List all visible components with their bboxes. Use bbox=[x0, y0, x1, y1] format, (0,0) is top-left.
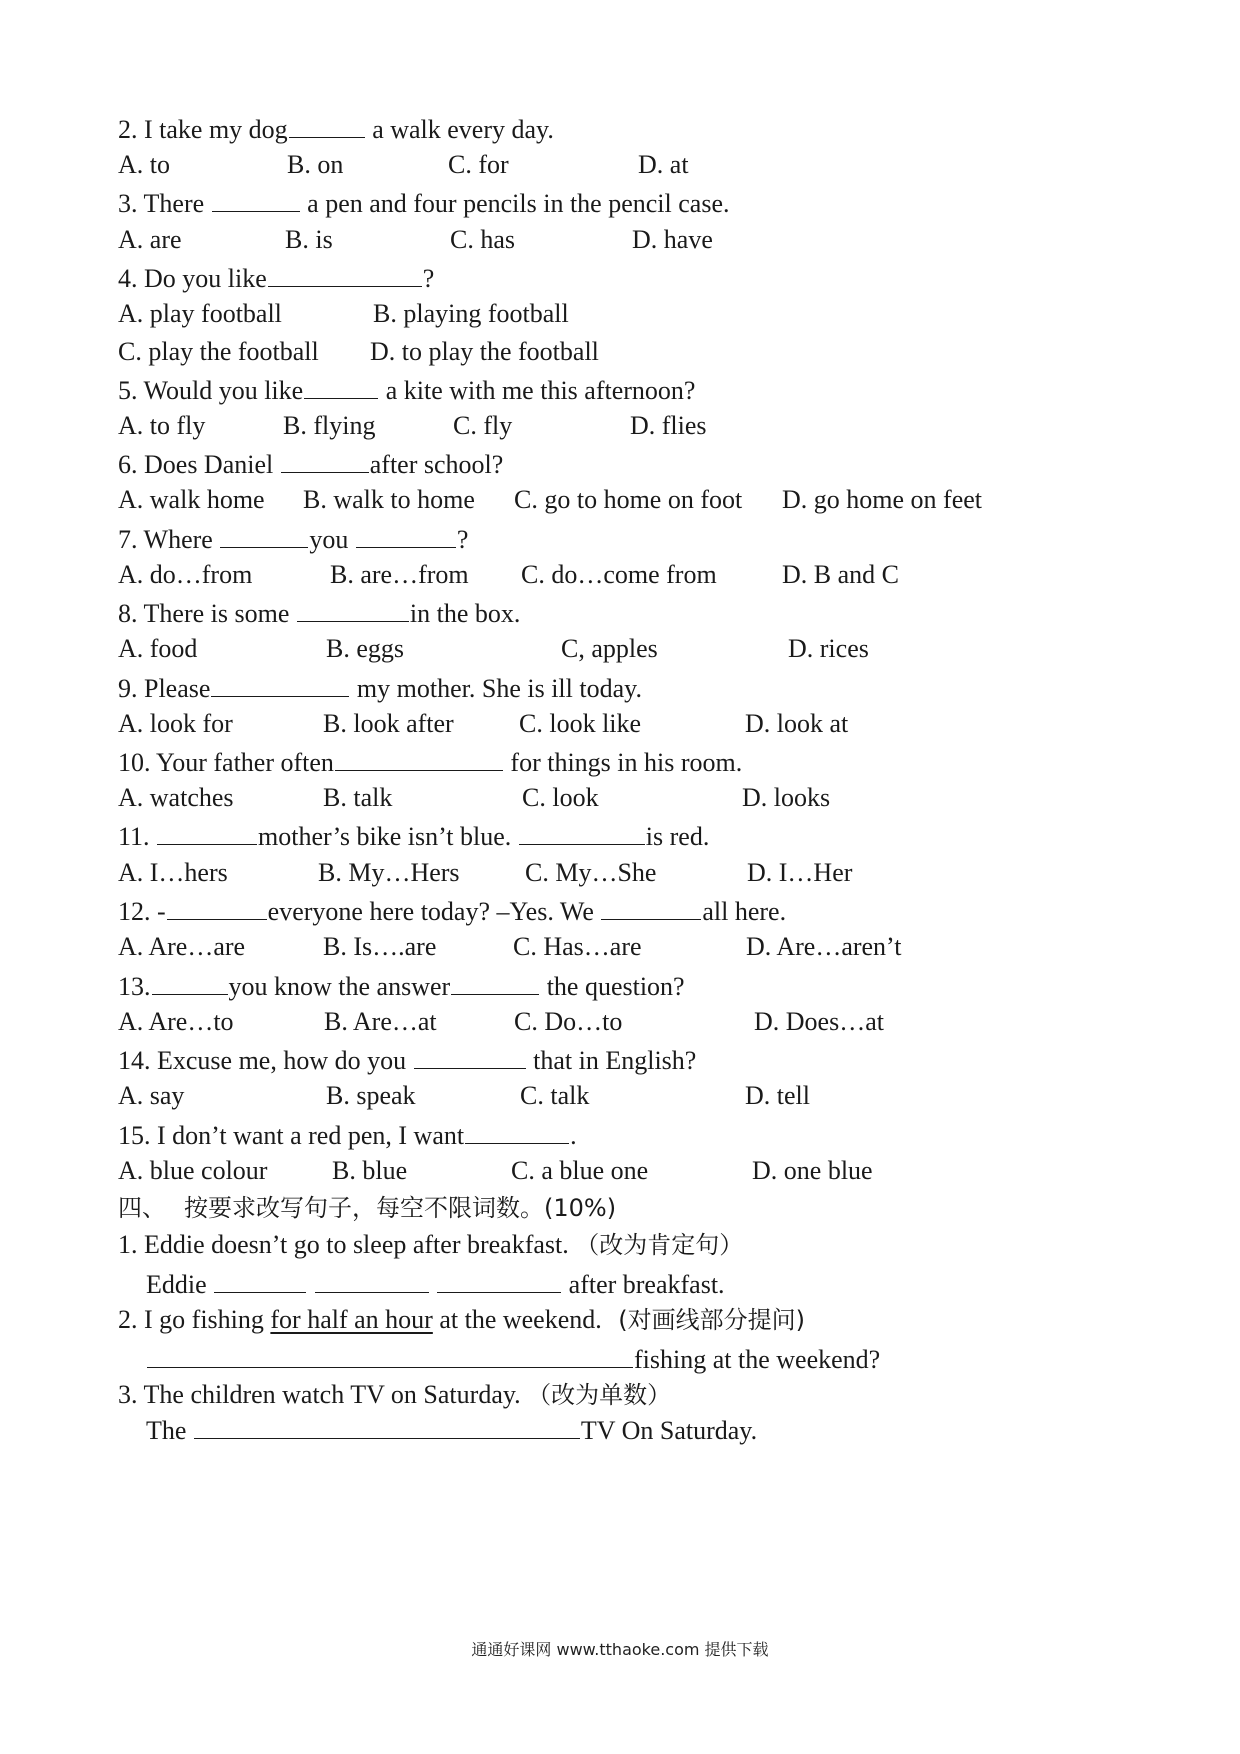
question-text: 9. Please bbox=[118, 674, 211, 703]
question-6 bbox=[118, 446, 503, 480]
option-c: C. Do…to bbox=[514, 1007, 623, 1036]
option-d: D. rices bbox=[788, 634, 869, 663]
answer-blank[interactable] bbox=[268, 260, 422, 287]
answer-blank[interactable] bbox=[289, 111, 365, 138]
option-d: D. one blue bbox=[752, 1156, 873, 1185]
option-d: D. look at bbox=[745, 709, 849, 738]
answer-blank-3[interactable] bbox=[437, 1266, 561, 1293]
answer-start: The bbox=[146, 1416, 187, 1445]
section-number: 四、 bbox=[118, 1194, 166, 1222]
option-c: C. My…She bbox=[525, 858, 657, 887]
option-c: C. for bbox=[448, 150, 509, 179]
rewrite-sentence-end: at the weekend. bbox=[439, 1305, 602, 1334]
question-10 bbox=[118, 744, 742, 778]
question-text-mid: everyone here today? –Yes. We bbox=[267, 897, 594, 926]
option-a: A. look for bbox=[118, 709, 233, 738]
question-text-mid: you bbox=[309, 525, 349, 554]
question-3 bbox=[118, 185, 730, 219]
question-12 bbox=[118, 893, 786, 927]
option-b: B. eggs bbox=[326, 634, 404, 663]
question-text-rest: ? bbox=[422, 264, 435, 293]
option-c: C. fly bbox=[453, 411, 513, 440]
answer-blank[interactable] bbox=[194, 1412, 580, 1439]
option-d: D. to play the football bbox=[370, 337, 599, 366]
option-d: D. at bbox=[638, 150, 689, 179]
option-d: D. Are…aren’t bbox=[746, 932, 902, 961]
question-text-mid: mother’s bike isn’t blue. bbox=[258, 822, 512, 851]
question-text-rest: my mother. She is ill today. bbox=[356, 674, 642, 703]
option-b: B. talk bbox=[323, 783, 393, 812]
rewrite-1 bbox=[118, 1228, 743, 1262]
option-b: B. playing football bbox=[373, 299, 569, 328]
option-b: B. is bbox=[285, 225, 333, 254]
question-text-mid: you know the answer bbox=[228, 972, 451, 1001]
option-c: C. talk bbox=[520, 1081, 590, 1110]
option-b: B. on bbox=[287, 150, 344, 179]
answer-blank-1[interactable] bbox=[220, 521, 308, 548]
rewrite-sentence: 2. I go fishing bbox=[118, 1305, 264, 1334]
footer-text: 通通好课网 www.tthaoke.com 提供下载 bbox=[471, 1640, 769, 1659]
option-b: B. look after bbox=[323, 709, 454, 738]
rewrite-2 bbox=[118, 1303, 805, 1337]
option-b: B. Is….are bbox=[323, 932, 437, 961]
option-a: A. are bbox=[118, 225, 182, 254]
option-d: D. Does…at bbox=[754, 1007, 884, 1036]
option-c: C. Has…are bbox=[513, 932, 642, 961]
option-a: A. Are…are bbox=[118, 932, 246, 961]
question-2 bbox=[118, 111, 554, 145]
option-a: A. say bbox=[118, 1081, 185, 1110]
rewrite-1-answer bbox=[146, 1266, 725, 1300]
question-13 bbox=[118, 968, 685, 1002]
answer-blank-1[interactable] bbox=[167, 893, 267, 920]
question-4 bbox=[118, 260, 434, 294]
option-a: A. play football bbox=[118, 299, 282, 328]
option-a: A. do…from bbox=[118, 560, 253, 589]
option-c: C. do…come from bbox=[521, 560, 717, 589]
question-text-rest: . bbox=[570, 1121, 577, 1150]
option-b: B. blue bbox=[332, 1156, 408, 1185]
answer-end: after breakfast. bbox=[568, 1270, 725, 1299]
question-8 bbox=[118, 595, 520, 629]
section-title: 按要求改写句子，每空不限词数。(10%) bbox=[184, 1194, 617, 1222]
answer-blank[interactable] bbox=[281, 446, 369, 473]
answer-blank-1[interactable] bbox=[157, 818, 257, 845]
option-a: A. blue colour bbox=[118, 1156, 268, 1185]
answer-blank-2[interactable] bbox=[356, 521, 456, 548]
question-text-rest: for things in his room. bbox=[510, 748, 743, 777]
question-text: 5. Would you like bbox=[118, 376, 304, 405]
question-text-rest: is red. bbox=[645, 822, 710, 851]
answer-blank[interactable] bbox=[304, 372, 378, 399]
option-a: A. walk home bbox=[118, 485, 265, 514]
option-d: D. flies bbox=[630, 411, 707, 440]
answer-end: TV On Saturday. bbox=[580, 1416, 758, 1445]
question-text: 2. I take my dog bbox=[118, 115, 288, 144]
underlined-phrase: for half an hour bbox=[270, 1305, 433, 1334]
question-7 bbox=[118, 521, 468, 555]
answer-blank[interactable] bbox=[335, 744, 503, 771]
question-text-rest: that in English? bbox=[533, 1046, 697, 1075]
question-text-rest: ? bbox=[456, 525, 469, 554]
answer-blank[interactable] bbox=[297, 595, 409, 622]
option-c: C. has bbox=[450, 225, 515, 254]
answer-blank-2[interactable] bbox=[519, 818, 645, 845]
question-text-rest: the question? bbox=[546, 972, 685, 1001]
question-text: 3. There bbox=[118, 189, 205, 218]
answer-blank[interactable] bbox=[211, 670, 349, 697]
answer-blank-1[interactable] bbox=[152, 968, 228, 995]
question-text-rest: a pen and four pencils in the pencil case. bbox=[307, 189, 730, 218]
question-15 bbox=[118, 1117, 577, 1151]
answer-start: Eddie bbox=[146, 1270, 207, 1299]
rewrite-instruction: (对画线部分提问) bbox=[618, 1306, 805, 1334]
option-c: C. play the football bbox=[118, 337, 319, 366]
answer-blank[interactable] bbox=[147, 1341, 633, 1368]
question-5 bbox=[118, 372, 695, 406]
option-b: B. speak bbox=[326, 1081, 416, 1110]
question-9 bbox=[118, 670, 642, 704]
question-text-rest: all here. bbox=[702, 897, 787, 926]
answer-blank[interactable] bbox=[414, 1042, 526, 1069]
option-c: C. look like bbox=[519, 709, 642, 738]
rewrite-sentence: 3. The children watch TV on Saturday. bbox=[118, 1380, 521, 1409]
question-text-rest: in the box. bbox=[409, 599, 521, 628]
question-text: 7. Where bbox=[118, 525, 213, 554]
question-text-rest: a walk every day. bbox=[372, 115, 554, 144]
option-c: C, apples bbox=[561, 634, 658, 663]
answer-blank-1[interactable] bbox=[214, 1266, 306, 1293]
answer-blank[interactable] bbox=[465, 1117, 569, 1144]
option-d: D. have bbox=[632, 225, 713, 254]
question-11 bbox=[118, 818, 709, 852]
answer-end: fishing at the weekend? bbox=[634, 1345, 881, 1374]
option-d: D. go home on feet bbox=[782, 485, 983, 514]
rewrite-instruction: （改为单数） bbox=[527, 1381, 672, 1409]
option-d: D. B and C bbox=[782, 560, 899, 589]
option-a: A. food bbox=[118, 634, 198, 663]
option-c: C. a blue one bbox=[511, 1156, 649, 1185]
option-b: B. walk to home bbox=[303, 485, 475, 514]
option-b: B. My…Hers bbox=[318, 858, 460, 887]
question-text: 14. Excuse me, how do you bbox=[118, 1046, 407, 1075]
question-text-rest: a kite with me this afternoon? bbox=[385, 376, 696, 405]
rewrite-3 bbox=[118, 1378, 671, 1412]
option-a: A. watches bbox=[118, 783, 234, 812]
question-text: 4. Do you like bbox=[118, 264, 267, 293]
option-a: A. to fly bbox=[118, 411, 206, 440]
section-4-heading bbox=[118, 1191, 616, 1225]
question-text: 12. - bbox=[118, 897, 166, 926]
question-text: 11. bbox=[118, 822, 150, 851]
question-text: 13. bbox=[118, 972, 151, 1001]
answer-blank-2[interactable] bbox=[601, 893, 701, 920]
option-c: C. go to home on foot bbox=[514, 485, 743, 514]
option-d: D. I…Her bbox=[747, 858, 853, 887]
option-a: A. Are…to bbox=[118, 1007, 234, 1036]
option-b: B. Are…at bbox=[324, 1007, 437, 1036]
option-c: C. look bbox=[522, 783, 599, 812]
answer-blank-2[interactable] bbox=[315, 1266, 429, 1293]
answer-blank-2[interactable] bbox=[451, 968, 539, 995]
rewrite-3-answer bbox=[146, 1412, 757, 1446]
rewrite-instruction: （改为肯定句） bbox=[575, 1231, 744, 1259]
answer-blank[interactable] bbox=[212, 185, 300, 212]
option-a: A. I…hers bbox=[118, 858, 228, 887]
question-text: 10. Your father often bbox=[118, 748, 334, 777]
rewrite-2-answer bbox=[146, 1341, 880, 1375]
question-text: 6. Does Daniel bbox=[118, 450, 274, 479]
option-d: D. looks bbox=[742, 783, 831, 812]
option-b: B. are…from bbox=[330, 560, 469, 589]
option-d: D. tell bbox=[745, 1081, 810, 1110]
question-text: 15. I don’t want a red pen, I want bbox=[118, 1121, 465, 1150]
rewrite-sentence: 1. Eddie doesn’t go to sleep after breakfast. bbox=[118, 1230, 569, 1259]
question-14 bbox=[118, 1042, 696, 1076]
question-text: 8. There is some bbox=[118, 599, 290, 628]
option-a: A. to bbox=[118, 150, 170, 179]
option-b: B. flying bbox=[283, 411, 376, 440]
question-text-rest: after school? bbox=[369, 450, 504, 479]
